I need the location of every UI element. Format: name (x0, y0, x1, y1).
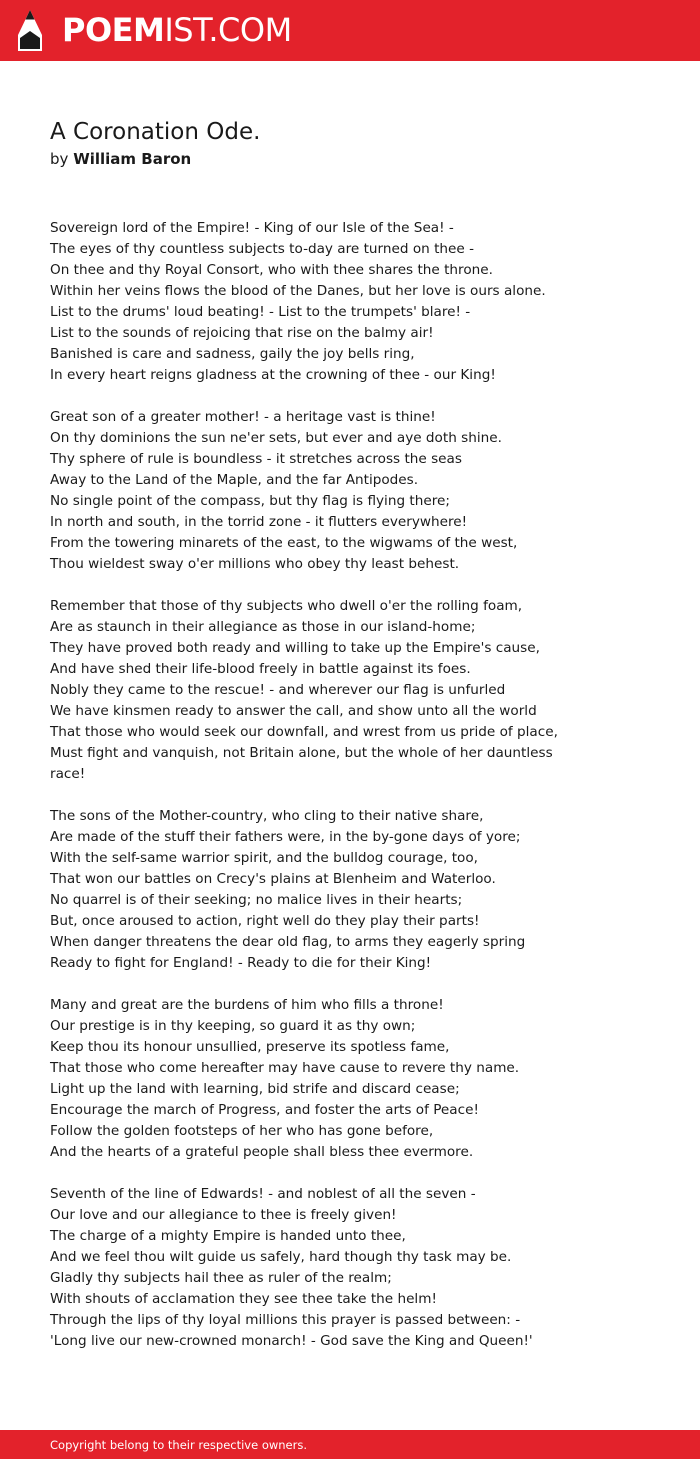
poem-line: On thee and thy Royal Consort, who with thee shares the throne. (50, 262, 493, 278)
copyright-notice: Copyright belong to their respective owners. (50, 1438, 308, 1452)
site-logo[interactable] (62, 10, 292, 50)
poem-line: Follow the golden footsteps of her who has gone before, (50, 1123, 434, 1139)
poem-line: That those who would seek our downfall, and wrest from us pride of place, (50, 724, 558, 740)
poem-line: Our prestige is in thy keeping, so guard it as thy own; (50, 1018, 416, 1034)
poem-line: Nobly they came to the rescue! - and wherever our flag is unfurled (50, 682, 506, 698)
stanza (50, 218, 590, 386)
poem-line: 'Long live our new-crowned monarch! - God save the King and Queen!' (50, 1333, 533, 1349)
poem-line: We have kinsmen ready to answer the call, and show unto all the world (50, 703, 537, 719)
poem-line: Our love and our allegiance to thee is freely given! (50, 1207, 397, 1223)
poem-line: And the hearts of a grateful people shall bless thee evermore. (50, 1144, 474, 1160)
poem-line: Encourage the march of Progress, and foster the arts of Peace! (50, 1102, 479, 1118)
poem-line: Seventh of the line of Edwards! - and noblest of all the seven - (50, 1186, 476, 1202)
poem-line: That won our battles on Crecy's plains at Blenheim and Waterloo. (50, 871, 496, 887)
poem-title: A Coronation Ode. (50, 119, 261, 145)
stanza (50, 1184, 590, 1352)
poem-line: The eyes of thy countless subjects to-day are turned on thee - (50, 241, 474, 257)
author-name: William Baron (73, 150, 192, 168)
stanza (50, 407, 590, 575)
stanza (50, 995, 590, 1163)
poem-line: Sovereign lord of the Empire! - King of our Isle of the Sea! - (50, 220, 454, 236)
poem-line: In north and south, in the torrid zone - it flutters everywhere! (50, 514, 468, 530)
poem-line: In every heart reigns gladness at the crowning of thee - our King! (50, 367, 496, 383)
poem-line: But, once aroused to action, right well do they play their parts! (50, 913, 480, 929)
poem-line: Light up the land with learning, bid strife and discard cease; (50, 1081, 460, 1097)
poem-line: Keep thou its honour unsullied, preserve its spotless fame, (50, 1039, 450, 1055)
poem-line: Gladly thy subjects hail thee as ruler of the realm; (50, 1270, 392, 1286)
poem-line: Ready to fight for England! - Ready to die for their King! (50, 955, 432, 971)
poem-line: And we feel thou wilt guide us safely, hard though thy task may be. (50, 1249, 512, 1265)
poem-line: Great son of a greater mother! - a heritage vast is thine! (50, 409, 436, 425)
poem-line: Thy sphere of rule is boundless - it stretches across the seas (50, 451, 462, 467)
poem-line: Away to the Land of the Maple, and the far Antipodes. (50, 472, 419, 488)
stanza (50, 596, 590, 785)
poem-line: On thy dominions the sun ne'er sets, but ever and aye doth shine. (50, 430, 502, 446)
poem-line: Many and great are the burdens of him who fills a throne! (50, 997, 444, 1013)
poem-line: List to the drums' loud beating! - List to the trumpets' blare! - (50, 304, 471, 320)
poem-line: No single point of the compass, but thy flag is flying there; (50, 493, 450, 509)
poem-line: When danger threatens the dear old flag, to arms they eagerly spring (50, 934, 526, 950)
poem-line: List to the sounds of rejoicing that rise on the balmy air! (50, 325, 434, 341)
logo-text-light: IST.COM (164, 11, 292, 49)
poem-body (50, 218, 590, 1373)
site-footer (0, 1430, 700, 1459)
poem-line: With the self-same warrior spirit, and the bulldog courage, too, (50, 850, 479, 866)
poem-line: With shouts of acclamation they see thee take the helm! (50, 1291, 437, 1307)
poem-line: They have proved both ready and willing to take up the Empire's cause, (50, 640, 540, 656)
poem-line: Are made of the stuff their fathers were, in the by-gone days of yore; (50, 829, 521, 845)
stanza (50, 806, 590, 974)
poem-line: And have shed their life-blood freely in battle against its foes. (50, 661, 471, 677)
poem-byline (50, 148, 191, 170)
by-label: by (50, 150, 69, 168)
poem-line: Within her veins flows the blood of the Danes, but her love is ours alone. (50, 283, 546, 299)
poem-line: Through the lips of thy loyal millions this prayer is passed between: - (50, 1312, 521, 1328)
poem-line: Must fight and vanquish, not Britain alone, but the whole of her dauntless race! (50, 745, 553, 782)
poem-line: No quarrel is of their seeking; no malice lives in their hearts; (50, 892, 463, 908)
poem-line: The charge of a mighty Empire is handed unto thee, (50, 1228, 406, 1244)
poem-line: From the towering minarets of the east, to the wigwams of the west, (50, 535, 518, 551)
logo-text-bold: POEM (62, 11, 165, 49)
poem-line: Are as staunch in their allegiance as those in our island-home; (50, 619, 476, 635)
site-header (0, 0, 700, 61)
pencil-tip-icon (17, 9, 43, 53)
poem-line: That those who come hereafter may have cause to revere thy name. (50, 1060, 520, 1076)
poem-line: Remember that those of thy subjects who dwell o'er the rolling foam, (50, 598, 523, 614)
poem-line: The sons of the Mother-country, who cling to their native share, (50, 808, 484, 824)
poem-line: Thou wieldest sway o'er millions who obey thy least behest. (50, 556, 460, 572)
poem-line: Banished is care and sadness, gaily the joy bells ring, (50, 346, 415, 362)
